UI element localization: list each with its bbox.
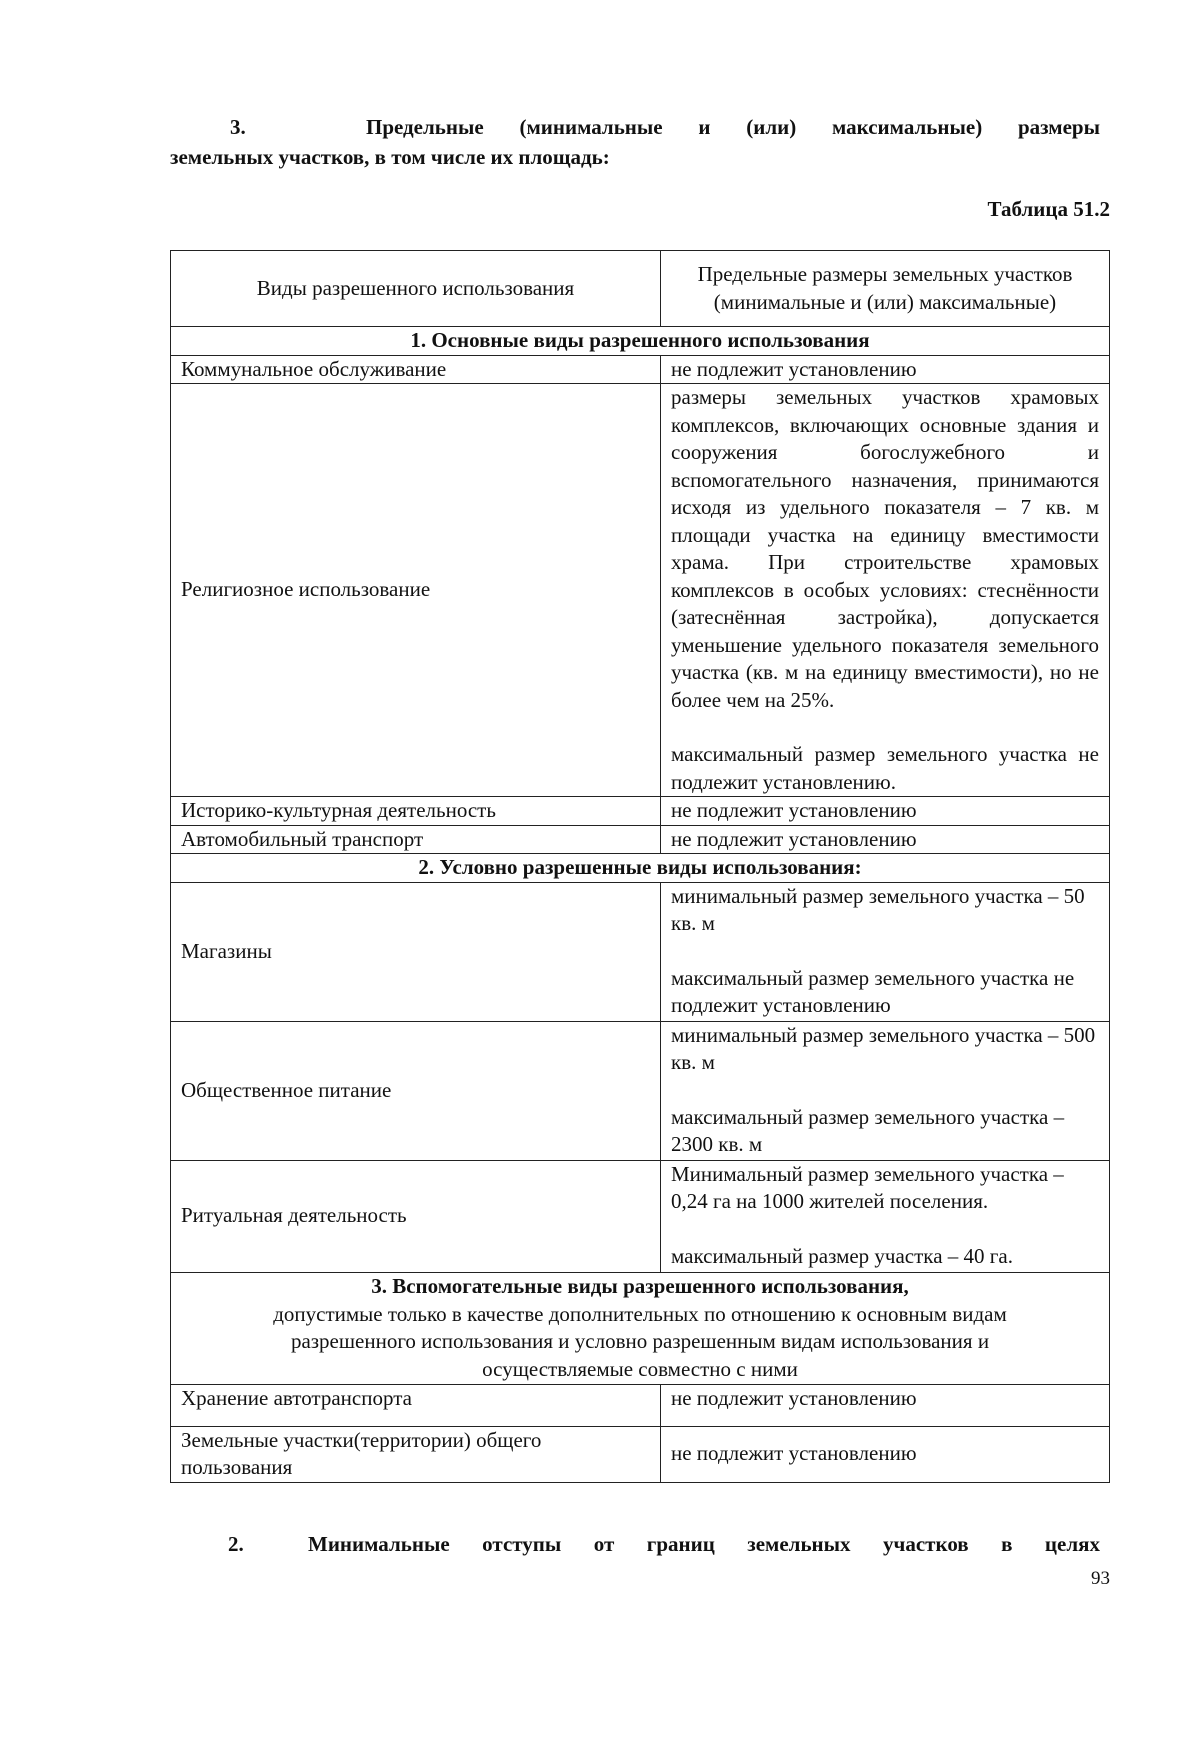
size-cell: не подлежит установлению	[661, 355, 1110, 384]
use-cell: Хранение автотранспорта	[171, 1384, 661, 1426]
section-3-number: 3.	[230, 115, 246, 139]
religious-size-text: размеры земельных участков храмовых комплексов, включающих основные здания и сооружения богослужебного и вспомогательного назначения, принимаются исходя из удельного показателя – 7 кв. м площади участка на единицу вместимости храма. При строительстве храмовых комплексов в особых условиях: стеснённости (затеснённая застройка), допускается уменьшение удельного показателя земельного участка (кв. м на единицу вместимости), но не более чем на 25%.	[671, 385, 1099, 712]
section-1-title-row	[171, 327, 1110, 356]
table-row	[171, 1426, 1110, 1482]
header-col-uses: Виды разрешенного использования	[171, 251, 661, 327]
blank-line	[671, 938, 1099, 965]
table-row	[171, 1384, 1110, 1426]
min-size-text: минимальный размер земельного участка – 500 кв. м	[671, 1022, 1096, 1074]
section-2-heading-text: Минимальные отступы от границ земельных участков в целях	[308, 1532, 1100, 1556]
table-header-row	[171, 251, 1110, 327]
section-1-title: 1. Основные виды разрешенного использования	[171, 327, 1110, 356]
section-3-title-cell	[171, 1272, 1110, 1384]
use-cell: Земельные участки(территории) общего пользования	[171, 1426, 661, 1482]
section-3-title-row	[171, 1272, 1110, 1384]
use-cell: Религиозное использование	[171, 384, 661, 797]
table-row	[171, 825, 1110, 854]
table-row	[171, 1160, 1110, 1272]
section-2-title: 2. Условно разрешенные виды использования:	[171, 854, 1110, 883]
religious-size-note: максимальный размер земельного участка не подлежит установлению.	[671, 742, 1099, 794]
use-cell: Коммунальное обслуживание	[171, 355, 661, 384]
size-cell	[661, 384, 1110, 797]
header-col-sizes: Предельные размеры земельных участков (минимальные и (или) максимальные)	[661, 251, 1110, 327]
min-size-text: минимальный размер земельного участка – 50 кв. м	[671, 883, 1085, 935]
page-number: 93	[1091, 1568, 1110, 1589]
section-3-subtitle: допустимые только в качестве дополнительных по отношению к основным видам разрешенного использования и условно разрешенным видам использования и осуществляемые совместно с ними	[273, 1301, 1007, 1381]
use-cell: Автомобильный транспорт	[171, 825, 661, 854]
use-cell: Магазины	[171, 882, 661, 1021]
size-cell: не подлежит установлению	[661, 825, 1110, 854]
table-row	[171, 1021, 1110, 1160]
size-cell	[661, 882, 1110, 1021]
table-row	[171, 882, 1110, 1021]
size-cell	[661, 1160, 1110, 1272]
use-cell: Общественное питание	[171, 1021, 661, 1160]
size-cell: не подлежит установлению	[661, 1426, 1110, 1482]
table-row	[171, 355, 1110, 384]
blank-line	[671, 1077, 1099, 1104]
section-2-title-row	[171, 854, 1110, 883]
size-cell	[661, 1021, 1110, 1160]
section-3-title: 3. Вспомогательные виды разрешенного использования,	[371, 1274, 909, 1298]
section-2-number: 2.	[228, 1532, 244, 1556]
min-size-text: Минимальный размер земельного участка – 0,24 га на 1000 жителей поселения.	[671, 1161, 1064, 1213]
max-size-text: максимальный размер земельного участка не подлежит установлению	[671, 965, 1075, 1017]
blank-line	[671, 714, 1099, 741]
max-size-text: максимальный размер участка – 40 га.	[671, 1243, 1013, 1268]
table-row	[171, 797, 1110, 826]
blank-line	[671, 1216, 1099, 1243]
use-cell: Ритуальная деятельность	[171, 1160, 661, 1272]
section-3-heading-line2: земельных участков, в том числе их площадь:	[170, 145, 610, 169]
size-cell: не подлежит установлению	[661, 1384, 1110, 1426]
table-caption: Таблица 51.2	[987, 197, 1110, 221]
section-3-heading-line1: Предельные (минимальные и (или) максимальные) размеры	[366, 115, 1100, 139]
max-size-text: максимальный размер земельного участка – 2300 кв. м	[671, 1104, 1065, 1156]
size-cell: не подлежит установлению	[661, 797, 1110, 826]
table-row	[171, 384, 1110, 797]
use-cell: Историко-культурная деятельность	[171, 797, 661, 826]
size-limits-table	[170, 250, 1110, 1483]
